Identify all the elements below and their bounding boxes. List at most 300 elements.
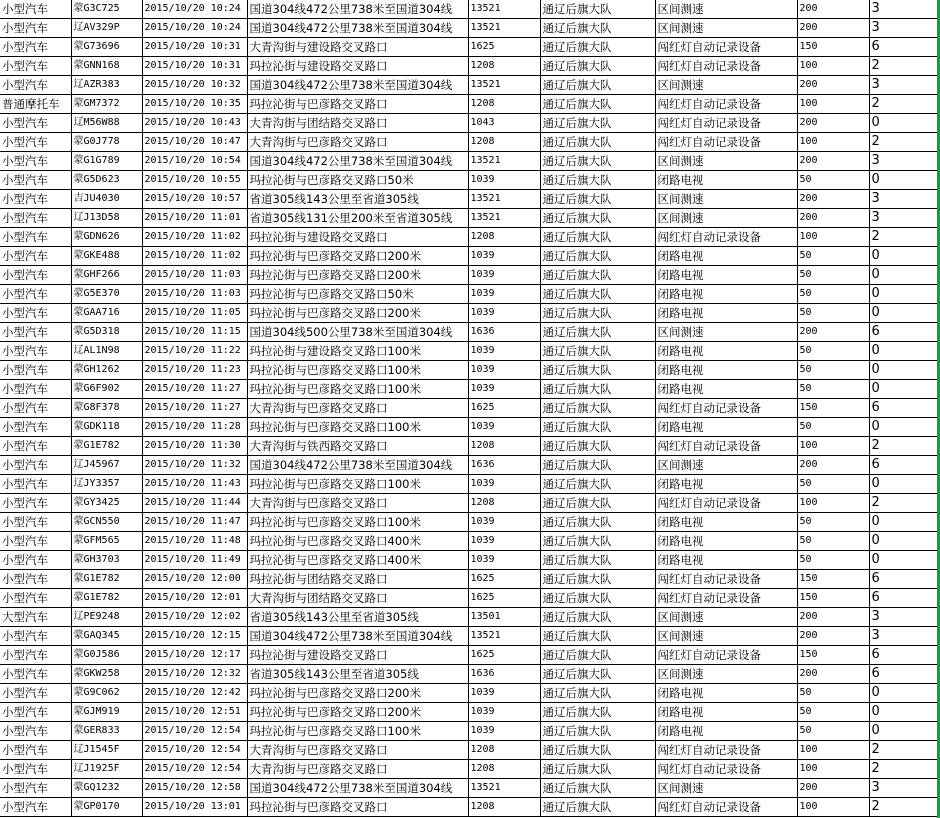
cell-violation-code[interactable]: 13521 [468, 0, 540, 19]
cell-unit[interactable]: 通辽后旗大队 [540, 285, 655, 304]
cell-vehicle-type[interactable]: 小型汽车 [0, 627, 71, 646]
cell-vehicle-type[interactable]: 小型汽车 [0, 456, 71, 475]
cell-location[interactable]: 国道304线472公里738米至国道304线 [247, 456, 468, 475]
table-row[interactable] [0, 171, 940, 190]
cell-fine-amount[interactable]: 150 [797, 38, 869, 57]
cell-plate-number[interactable]: 蒙G5D623 [71, 171, 142, 190]
cell-points[interactable]: 3 [869, 209, 940, 228]
cell-fine-amount[interactable]: 50 [797, 475, 869, 494]
cell-plate-number[interactable]: 辽AZR383 [71, 76, 142, 95]
cell-device[interactable]: 闭路电视 [655, 342, 797, 361]
table-row[interactable] [0, 228, 940, 247]
cell-vehicle-type[interactable]: 小型汽车 [0, 228, 71, 247]
cell-vehicle-type[interactable]: 小型汽车 [0, 171, 71, 190]
cell-unit[interactable]: 通辽后旗大队 [540, 703, 655, 722]
cell-plate-number[interactable]: 蒙G1E782 [71, 589, 142, 608]
cell-device[interactable]: 闯红灯自动记录设备 [655, 57, 797, 76]
cell-device[interactable]: 区间测速 [655, 209, 797, 228]
cell-violation-code[interactable]: 1039 [468, 361, 540, 380]
cell-unit[interactable]: 通辽后旗大队 [540, 551, 655, 570]
cell-unit[interactable]: 通辽后旗大队 [540, 95, 655, 114]
cell-vehicle-type[interactable]: 小型汽车 [0, 247, 71, 266]
cell-violation-code[interactable]: 1636 [468, 665, 540, 684]
cell-plate-number[interactable]: 蒙G6F902 [71, 380, 142, 399]
cell-fine-amount[interactable]: 50 [797, 304, 869, 323]
table-row[interactable] [0, 456, 940, 475]
table-row[interactable] [0, 779, 940, 798]
table-row[interactable] [0, 209, 940, 228]
cell-violation-code[interactable]: 1039 [468, 418, 540, 437]
cell-plate-number[interactable]: 蒙G0J778 [71, 133, 142, 152]
cell-location[interactable]: 玛拉沁街与巴彦路交叉路口400米 [247, 532, 468, 551]
cell-points[interactable]: 2 [869, 57, 940, 76]
cell-violation-code[interactable]: 13501 [468, 608, 540, 627]
cell-plate-number[interactable]: 蒙G1E782 [71, 437, 142, 456]
cell-location[interactable]: 玛拉沁街与巴彦路交叉路口100米 [247, 475, 468, 494]
cell-fine-amount[interactable]: 50 [797, 722, 869, 741]
cell-fine-amount[interactable]: 150 [797, 570, 869, 589]
cell-vehicle-type[interactable]: 小型汽车 [0, 57, 71, 76]
cell-device[interactable]: 闭路电视 [655, 551, 797, 570]
cell-fine-amount[interactable]: 50 [797, 532, 869, 551]
table-row[interactable] [0, 152, 940, 171]
cell-unit[interactable]: 通辽后旗大队 [540, 323, 655, 342]
cell-fine-amount[interactable]: 50 [797, 551, 869, 570]
cell-device[interactable]: 闯红灯自动记录设备 [655, 646, 797, 665]
cell-fine-amount[interactable]: 100 [797, 95, 869, 114]
table-row[interactable] [0, 418, 940, 437]
cell-device[interactable]: 闭路电视 [655, 418, 797, 437]
cell-location[interactable]: 大青沟街与团结路交叉路口 [247, 114, 468, 133]
cell-violation-code[interactable]: 1039 [468, 722, 540, 741]
cell-unit[interactable]: 通辽后旗大队 [540, 266, 655, 285]
cell-violation-code[interactable]: 1208 [468, 760, 540, 779]
cell-device[interactable]: 闭路电视 [655, 361, 797, 380]
cell-location[interactable]: 国道304线472公里738米至国道304线 [247, 152, 468, 171]
cell-unit[interactable]: 通辽后旗大队 [540, 608, 655, 627]
cell-plate-number[interactable]: 蒙G8F378 [71, 399, 142, 418]
cell-location[interactable]: 玛拉沁街与巴彦路交叉路口100米 [247, 380, 468, 399]
cell-vehicle-type[interactable]: 小型汽车 [0, 475, 71, 494]
cell-points[interactable]: 3 [869, 152, 940, 171]
cell-timestamp[interactable]: 2015/10/20 10:31 [142, 57, 247, 76]
table-row[interactable] [0, 190, 940, 209]
cell-location[interactable]: 玛拉沁街与巴彦路交叉路口200米 [247, 266, 468, 285]
cell-device[interactable]: 闯红灯自动记录设备 [655, 133, 797, 152]
cell-timestamp[interactable]: 2015/10/20 11:48 [142, 532, 247, 551]
cell-fine-amount[interactable]: 50 [797, 342, 869, 361]
cell-timestamp[interactable]: 2015/10/20 11:49 [142, 551, 247, 570]
cell-points[interactable]: 0 [869, 532, 940, 551]
cell-vehicle-type[interactable]: 小型汽车 [0, 190, 71, 209]
cell-violation-code[interactable]: 1208 [468, 798, 540, 817]
cell-plate-number[interactable]: 蒙GKW258 [71, 665, 142, 684]
cell-device[interactable]: 闯红灯自动记录设备 [655, 798, 797, 817]
table-row[interactable] [0, 760, 940, 779]
cell-points[interactable]: 0 [869, 722, 940, 741]
cell-fine-amount[interactable]: 100 [797, 741, 869, 760]
cell-timestamp[interactable]: 2015/10/20 10:47 [142, 133, 247, 152]
cell-plate-number[interactable]: 蒙GAQ345 [71, 627, 142, 646]
cell-unit[interactable]: 通辽后旗大队 [540, 133, 655, 152]
cell-vehicle-type[interactable]: 小型汽车 [0, 418, 71, 437]
cell-device[interactable]: 闯红灯自动记录设备 [655, 437, 797, 456]
cell-device[interactable]: 闭路电视 [655, 266, 797, 285]
cell-device[interactable]: 区间测速 [655, 608, 797, 627]
cell-device[interactable]: 区间测速 [655, 76, 797, 95]
cell-violation-code[interactable]: 1039 [468, 551, 540, 570]
cell-fine-amount[interactable]: 50 [797, 171, 869, 190]
cell-violation-code[interactable]: 13521 [468, 779, 540, 798]
cell-device[interactable]: 闭路电视 [655, 703, 797, 722]
cell-points[interactable]: 0 [869, 342, 940, 361]
cell-location[interactable]: 玛拉沁街与巴彦路交叉路口200米 [247, 247, 468, 266]
cell-device[interactable]: 区间测速 [655, 152, 797, 171]
cell-location[interactable]: 玛拉沁街与巴彦路交叉路口200米 [247, 703, 468, 722]
cell-location[interactable]: 大青沟街与巴彦路交叉路口 [247, 760, 468, 779]
cell-vehicle-type[interactable]: 小型汽车 [0, 741, 71, 760]
cell-plate-number[interactable]: 蒙GHF266 [71, 266, 142, 285]
cell-device[interactable]: 闯红灯自动记录设备 [655, 760, 797, 779]
cell-device[interactable]: 闯红灯自动记录设备 [655, 228, 797, 247]
cell-vehicle-type[interactable]: 小型汽车 [0, 152, 71, 171]
cell-violation-code[interactable]: 1208 [468, 57, 540, 76]
cell-plate-number[interactable]: 辽AL1N98 [71, 342, 142, 361]
cell-unit[interactable]: 通辽后旗大队 [540, 684, 655, 703]
cell-plate-number[interactable]: 蒙GKE488 [71, 247, 142, 266]
cell-timestamp[interactable]: 2015/10/20 11:01 [142, 209, 247, 228]
cell-vehicle-type[interactable]: 小型汽车 [0, 646, 71, 665]
cell-vehicle-type[interactable]: 小型汽车 [0, 532, 71, 551]
cell-plate-number[interactable]: 蒙GER833 [71, 722, 142, 741]
cell-plate-number[interactable]: 辽AV329P [71, 19, 142, 38]
cell-vehicle-type[interactable]: 小型汽车 [0, 133, 71, 152]
cell-points[interactable]: 0 [869, 247, 940, 266]
cell-violation-code[interactable]: 13521 [468, 19, 540, 38]
cell-fine-amount[interactable]: 50 [797, 266, 869, 285]
cell-fine-amount[interactable]: 200 [797, 76, 869, 95]
cell-unit[interactable]: 通辽后旗大队 [540, 57, 655, 76]
cell-fine-amount[interactable]: 200 [797, 779, 869, 798]
cell-violation-code[interactable]: 1039 [468, 684, 540, 703]
cell-unit[interactable]: 通辽后旗大队 [540, 760, 655, 779]
cell-violation-code[interactable]: 1039 [468, 532, 540, 551]
cell-violation-code[interactable]: 13521 [468, 190, 540, 209]
cell-vehicle-type[interactable]: 小型汽车 [0, 38, 71, 57]
cell-unit[interactable]: 通辽后旗大队 [540, 665, 655, 684]
cell-timestamp[interactable]: 2015/10/20 12:54 [142, 722, 247, 741]
cell-unit[interactable]: 通辽后旗大队 [540, 304, 655, 323]
cell-points[interactable]: 0 [869, 380, 940, 399]
cell-points[interactable]: 2 [869, 760, 940, 779]
cell-unit[interactable]: 通辽后旗大队 [540, 741, 655, 760]
cell-fine-amount[interactable]: 50 [797, 361, 869, 380]
table-row[interactable] [0, 361, 940, 380]
cell-location[interactable]: 省道305线143公里至省道305线 [247, 608, 468, 627]
table-row[interactable] [0, 247, 940, 266]
cell-plate-number[interactable]: 蒙G1G789 [71, 152, 142, 171]
table-row[interactable] [0, 551, 940, 570]
cell-unit[interactable]: 通辽后旗大队 [540, 380, 655, 399]
cell-unit[interactable]: 通辽后旗大队 [540, 0, 655, 19]
cell-points[interactable]: 6 [869, 665, 940, 684]
cell-points[interactable]: 2 [869, 228, 940, 247]
cell-points[interactable]: 6 [869, 570, 940, 589]
cell-points[interactable]: 6 [869, 646, 940, 665]
cell-timestamp[interactable]: 2015/10/20 11:47 [142, 513, 247, 532]
table-row[interactable] [0, 95, 940, 114]
cell-timestamp[interactable]: 2015/10/20 12:15 [142, 627, 247, 646]
table-row[interactable] [0, 741, 940, 760]
cell-fine-amount[interactable]: 150 [797, 399, 869, 418]
cell-vehicle-type[interactable]: 小型汽车 [0, 437, 71, 456]
cell-location[interactable]: 省道305线131公里200米至省道305线 [247, 209, 468, 228]
cell-vehicle-type[interactable]: 小型汽车 [0, 570, 71, 589]
cell-unit[interactable]: 通辽后旗大队 [540, 779, 655, 798]
table-row[interactable] [0, 646, 940, 665]
cell-location[interactable]: 大青沟街与巴彦路交叉路口 [247, 741, 468, 760]
cell-violation-code[interactable]: 1039 [468, 380, 540, 399]
cell-location[interactable]: 大青沟街与巴彦路交叉路口 [247, 399, 468, 418]
cell-device[interactable]: 闯红灯自动记录设备 [655, 589, 797, 608]
cell-plate-number[interactable]: 蒙GP0170 [71, 798, 142, 817]
table-row[interactable] [0, 494, 940, 513]
cell-device[interactable]: 闯红灯自动记录设备 [655, 114, 797, 133]
cell-points[interactable]: 0 [869, 475, 940, 494]
cell-device[interactable]: 区间测速 [655, 627, 797, 646]
cell-points[interactable]: 3 [869, 779, 940, 798]
table-row[interactable] [0, 798, 940, 817]
cell-violation-code[interactable]: 1625 [468, 646, 540, 665]
cell-device[interactable]: 闭路电视 [655, 532, 797, 551]
cell-vehicle-type[interactable]: 小型汽车 [0, 703, 71, 722]
cell-unit[interactable]: 通辽后旗大队 [540, 152, 655, 171]
cell-violation-code[interactable]: 1625 [468, 570, 540, 589]
cell-location[interactable]: 大青沟街与巴彦路交叉路口 [247, 133, 468, 152]
cell-location[interactable]: 玛拉沁街与巴彦路交叉路口200米 [247, 684, 468, 703]
cell-fine-amount[interactable]: 200 [797, 19, 869, 38]
cell-fine-amount[interactable]: 200 [797, 323, 869, 342]
cell-plate-number[interactable]: 蒙GCN550 [71, 513, 142, 532]
cell-fine-amount[interactable]: 150 [797, 646, 869, 665]
cell-fine-amount[interactable]: 100 [797, 228, 869, 247]
cell-fine-amount[interactable]: 200 [797, 456, 869, 475]
cell-plate-number[interactable]: 蒙GFM565 [71, 532, 142, 551]
cell-timestamp[interactable]: 2015/10/20 11:27 [142, 399, 247, 418]
cell-plate-number[interactable]: 蒙G9C062 [71, 684, 142, 703]
cell-vehicle-type[interactable]: 小型汽车 [0, 684, 71, 703]
cell-plate-number[interactable]: 辽M56W88 [71, 114, 142, 133]
cell-violation-code[interactable]: 1039 [468, 342, 540, 361]
cell-plate-number[interactable]: 辽J45967 [71, 456, 142, 475]
cell-timestamp[interactable]: 2015/10/20 11:02 [142, 228, 247, 247]
cell-vehicle-type[interactable]: 小型汽车 [0, 589, 71, 608]
cell-unit[interactable]: 通辽后旗大队 [540, 19, 655, 38]
cell-vehicle-type[interactable]: 小型汽车 [0, 76, 71, 95]
cell-device[interactable]: 闭路电视 [655, 513, 797, 532]
cell-unit[interactable]: 通辽后旗大队 [540, 342, 655, 361]
cell-plate-number[interactable]: 蒙G5E370 [71, 285, 142, 304]
cell-violation-code[interactable]: 1039 [468, 285, 540, 304]
cell-fine-amount[interactable]: 200 [797, 209, 869, 228]
cell-points[interactable]: 0 [869, 285, 940, 304]
cell-violation-code[interactable]: 1039 [468, 247, 540, 266]
cell-location[interactable]: 玛拉沁街与巴彦路交叉路口50米 [247, 171, 468, 190]
cell-location[interactable]: 玛拉沁街与建设路交叉路口 [247, 646, 468, 665]
cell-device[interactable]: 闯红灯自动记录设备 [655, 38, 797, 57]
cell-timestamp[interactable]: 2015/10/20 12:51 [142, 703, 247, 722]
cell-plate-number[interactable]: 辽J13D58 [71, 209, 142, 228]
cell-timestamp[interactable]: 2015/10/20 11:30 [142, 437, 247, 456]
cell-unit[interactable]: 通辽后旗大队 [540, 798, 655, 817]
table-row[interactable] [0, 342, 940, 361]
cell-violation-code[interactable]: 1208 [468, 133, 540, 152]
cell-unit[interactable]: 通辽后旗大队 [540, 722, 655, 741]
cell-unit[interactable]: 通辽后旗大队 [540, 361, 655, 380]
cell-unit[interactable]: 通辽后旗大队 [540, 570, 655, 589]
cell-unit[interactable]: 通辽后旗大队 [540, 114, 655, 133]
cell-timestamp[interactable]: 2015/10/20 11:02 [142, 247, 247, 266]
cell-fine-amount[interactable]: 200 [797, 0, 869, 19]
cell-timestamp[interactable]: 2015/10/20 11:22 [142, 342, 247, 361]
cell-vehicle-type[interactable]: 小型汽车 [0, 798, 71, 817]
cell-points[interactable]: 0 [869, 171, 940, 190]
cell-timestamp[interactable]: 2015/10/20 11:15 [142, 323, 247, 342]
table-row[interactable] [0, 57, 940, 76]
cell-points[interactable]: 0 [869, 703, 940, 722]
cell-plate-number[interactable]: 蒙GDN626 [71, 228, 142, 247]
cell-unit[interactable]: 通辽后旗大队 [540, 513, 655, 532]
cell-points[interactable]: 0 [869, 418, 940, 437]
cell-unit[interactable]: 通辽后旗大队 [540, 627, 655, 646]
cell-vehicle-type[interactable]: 普通摩托车 [0, 95, 71, 114]
cell-location[interactable]: 玛拉沁街与巴彦路交叉路口100米 [247, 418, 468, 437]
cell-violation-code[interactable]: 1636 [468, 323, 540, 342]
cell-plate-number[interactable]: 蒙G5D318 [71, 323, 142, 342]
cell-location[interactable]: 国道304线472公里738米至国道304线 [247, 779, 468, 798]
cell-fine-amount[interactable]: 50 [797, 380, 869, 399]
cell-points[interactable]: 6 [869, 323, 940, 342]
table-row[interactable] [0, 38, 940, 57]
cell-timestamp[interactable]: 2015/10/20 11:23 [142, 361, 247, 380]
cell-location[interactable]: 大青沟街与建设路交叉路口 [247, 38, 468, 57]
cell-points[interactable]: 0 [869, 361, 940, 380]
cell-points[interactable]: 2 [869, 741, 940, 760]
cell-violation-code[interactable]: 1039 [468, 266, 540, 285]
cell-device[interactable]: 闭路电视 [655, 171, 797, 190]
cell-timestamp[interactable]: 2015/10/20 12:32 [142, 665, 247, 684]
cell-plate-number[interactable]: 蒙G0J586 [71, 646, 142, 665]
cell-location[interactable]: 玛拉沁街与巴彦路交叉路口 [247, 95, 468, 114]
cell-unit[interactable]: 通辽后旗大队 [540, 589, 655, 608]
cell-violation-code[interactable]: 1208 [468, 95, 540, 114]
cell-points[interactable]: 2 [869, 798, 940, 817]
cell-timestamp[interactable]: 2015/10/20 12:54 [142, 741, 247, 760]
cell-vehicle-type[interactable]: 小型汽车 [0, 361, 71, 380]
table-row[interactable] [0, 0, 940, 19]
cell-timestamp[interactable]: 2015/10/20 11:43 [142, 475, 247, 494]
cell-points[interactable]: 0 [869, 684, 940, 703]
cell-points[interactable]: 0 [869, 551, 940, 570]
cell-device[interactable]: 闯红灯自动记录设备 [655, 494, 797, 513]
cell-unit[interactable]: 通辽后旗大队 [540, 456, 655, 475]
cell-unit[interactable]: 通辽后旗大队 [540, 437, 655, 456]
cell-vehicle-type[interactable]: 小型汽车 [0, 285, 71, 304]
cell-fine-amount[interactable]: 50 [797, 418, 869, 437]
cell-points[interactable]: 3 [869, 19, 940, 38]
table-row[interactable] [0, 703, 940, 722]
cell-location[interactable]: 玛拉沁街与建设路交叉路口 [247, 228, 468, 247]
cell-points[interactable]: 3 [869, 608, 940, 627]
cell-location[interactable]: 玛拉沁街与巴彦路交叉路口100米 [247, 722, 468, 741]
cell-unit[interactable]: 通辽后旗大队 [540, 399, 655, 418]
cell-device[interactable]: 区间测速 [655, 779, 797, 798]
cell-device[interactable]: 区间测速 [655, 19, 797, 38]
cell-vehicle-type[interactable]: 小型汽车 [0, 342, 71, 361]
cell-plate-number[interactable]: 蒙GQ1232 [71, 779, 142, 798]
cell-timestamp[interactable]: 2015/10/20 12:02 [142, 608, 247, 627]
cell-device[interactable]: 区间测速 [655, 0, 797, 19]
cell-location[interactable]: 玛拉沁街与巴彦路交叉路口50米 [247, 285, 468, 304]
cell-fine-amount[interactable]: 200 [797, 627, 869, 646]
cell-points[interactable]: 6 [869, 399, 940, 418]
table-row[interactable] [0, 380, 940, 399]
cell-points[interactable]: 3 [869, 0, 940, 19]
cell-unit[interactable]: 通辽后旗大队 [540, 247, 655, 266]
cell-timestamp[interactable]: 2015/10/20 12:54 [142, 760, 247, 779]
cell-timestamp[interactable]: 2015/10/20 10:24 [142, 0, 247, 19]
table-row[interactable] [0, 304, 940, 323]
cell-device[interactable]: 闭路电视 [655, 380, 797, 399]
cell-location[interactable]: 国道304线472公里738米至国道304线 [247, 76, 468, 95]
table-row[interactable] [0, 513, 940, 532]
cell-device[interactable]: 闭路电视 [655, 285, 797, 304]
cell-fine-amount[interactable]: 200 [797, 152, 869, 171]
cell-device[interactable]: 闭路电视 [655, 247, 797, 266]
table-row[interactable] [0, 608, 940, 627]
cell-location[interactable]: 玛拉沁街与巴彦路交叉路口 [247, 798, 468, 817]
cell-plate-number[interactable]: 蒙GAA716 [71, 304, 142, 323]
cell-fine-amount[interactable]: 100 [797, 760, 869, 779]
cell-vehicle-type[interactable]: 小型汽车 [0, 779, 71, 798]
cell-vehicle-type[interactable]: 小型汽车 [0, 722, 71, 741]
cell-points[interactable]: 0 [869, 513, 940, 532]
cell-violation-code[interactable]: 1625 [468, 399, 540, 418]
cell-timestamp[interactable]: 2015/10/20 10:32 [142, 76, 247, 95]
table-row[interactable] [0, 665, 940, 684]
cell-timestamp[interactable]: 2015/10/20 11:03 [142, 266, 247, 285]
cell-plate-number[interactable]: 辽PE9248 [71, 608, 142, 627]
cell-timestamp[interactable]: 2015/10/20 10:55 [142, 171, 247, 190]
cell-unit[interactable]: 通辽后旗大队 [540, 76, 655, 95]
cell-unit[interactable]: 通辽后旗大队 [540, 418, 655, 437]
cell-unit[interactable]: 通辽后旗大队 [540, 646, 655, 665]
cell-plate-number[interactable]: 蒙G1E782 [71, 570, 142, 589]
cell-vehicle-type[interactable]: 小型汽车 [0, 19, 71, 38]
cell-timestamp[interactable]: 2015/10/20 12:58 [142, 779, 247, 798]
cell-vehicle-type[interactable]: 小型汽车 [0, 551, 71, 570]
cell-vehicle-type[interactable]: 小型汽车 [0, 380, 71, 399]
cell-violation-code[interactable]: 1039 [468, 304, 540, 323]
cell-vehicle-type[interactable]: 小型汽车 [0, 0, 71, 19]
cell-vehicle-type[interactable]: 小型汽车 [0, 494, 71, 513]
cell-points[interactable]: 6 [869, 589, 940, 608]
cell-location[interactable]: 玛拉沁街与巴彦路交叉路口100米 [247, 513, 468, 532]
table-row[interactable] [0, 323, 940, 342]
cell-location[interactable]: 省道305线143公里至省道305线 [247, 665, 468, 684]
cell-vehicle-type[interactable]: 小型汽车 [0, 209, 71, 228]
cell-timestamp[interactable]: 2015/10/20 10:24 [142, 19, 247, 38]
